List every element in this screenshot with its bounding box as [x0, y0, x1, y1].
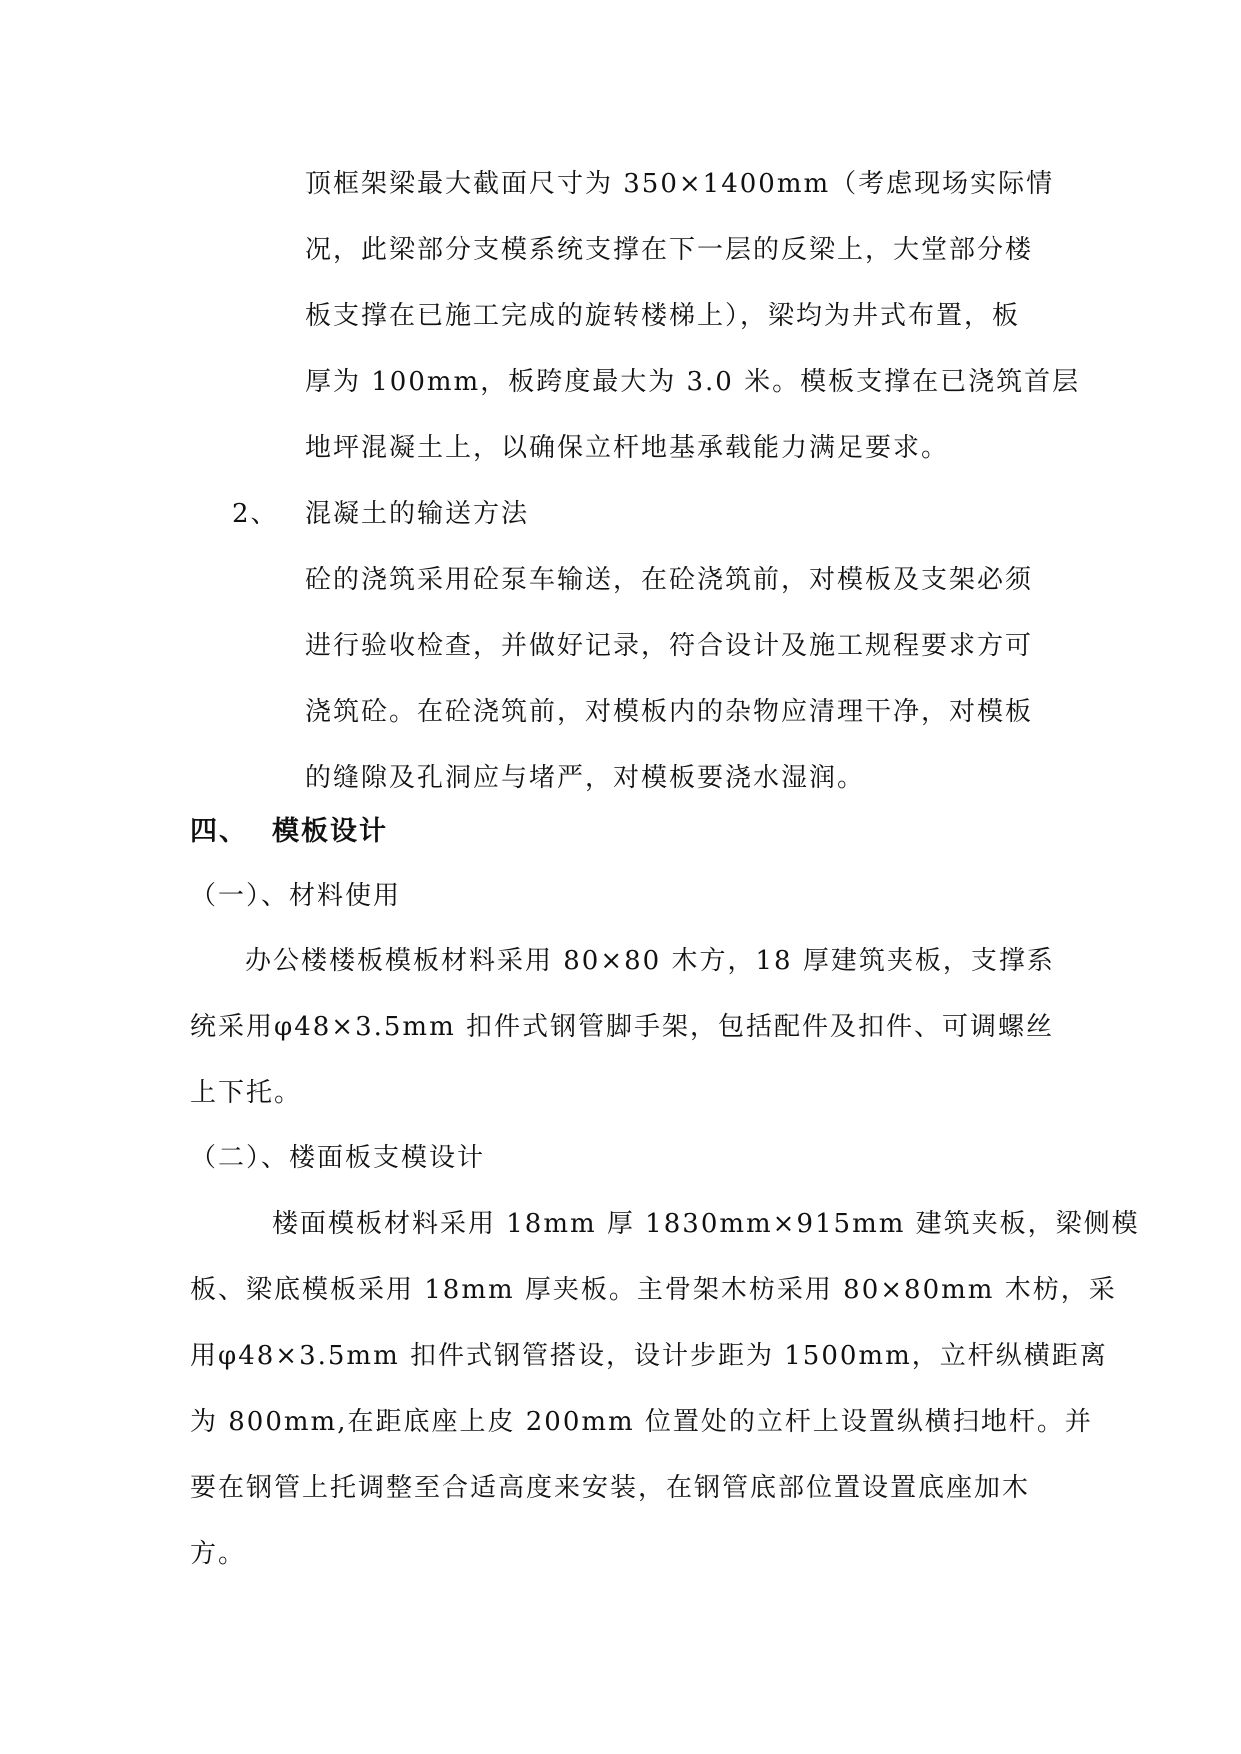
- subsection-title: （一）、材料使用: [190, 881, 402, 911]
- subsection-title: （二）、楼面板支模设计: [190, 1143, 486, 1173]
- section-title: 模板设计: [272, 816, 388, 847]
- text-line: 顶框架梁最大截面尺寸为 350×1400mm（考虑现场实际情: [305, 169, 1055, 199]
- text-line: 上下托。: [190, 1078, 303, 1108]
- text-line: 用φ48×3.5mm 扣件式钢管搭设，设计步距为 1500mm，立杆纵横距离: [190, 1341, 1108, 1371]
- text-line: 板支撑在已施工完成的旋转楼梯上），梁均为井式布置，板: [305, 301, 1021, 331]
- text-line: 要在钢管上托调整至合适高度来安装，在钢管底部位置设置底座加木: [190, 1473, 1031, 1503]
- text-line: 办公楼楼板模板材料采用 80×80 木方，18 厚建筑夹板，支撑系: [245, 946, 1055, 976]
- section-number: 四、: [190, 816, 248, 847]
- text-line: 统采用φ48×3.5mm 扣件式钢管脚手架，包括配件及扣件、可调螺丝: [190, 1012, 1054, 1042]
- text-line: 进行验收检查，并做好记录，符合设计及施工规程要求方可: [305, 631, 1034, 661]
- text-line: 方。: [190, 1539, 247, 1569]
- text-line: 板、梁底模板采用 18mm 厚夹板。主骨架木枋采用 80×80mm 木枋，采: [190, 1275, 1117, 1305]
- text-line: 厚为 100mm，板跨度最大为 3.0 米。模板支撑在已浇筑首层: [305, 367, 1081, 397]
- text-line: 浇筑砼。在砼浇筑前，对模板内的杂物应清理干净，对模板: [305, 697, 1034, 727]
- text-line: 砼的浇筑采用砼泵车输送，在砼浇筑前，对模板及支架必须: [305, 565, 1034, 595]
- text-line: 的缝隙及孔洞应与堵严，对模板要浇水湿润。: [305, 763, 866, 793]
- text-line: 为 800mm,在距底座上皮 200mm 位置处的立杆上设置纵横扫地杆。并: [190, 1407, 1093, 1437]
- item-title: 混凝土的输送方法: [305, 499, 530, 529]
- text-line: 地坪混凝土上，以确保立杆地基承载能力满足要求。: [305, 433, 950, 463]
- text-line: 况，此梁部分支模系统支撑在下一层的反梁上，大堂部分楼: [305, 235, 1034, 265]
- item-number: 2、: [232, 499, 279, 529]
- text-line: 楼面模板材料采用 18mm 厚 1830mm×915mm 建筑夹板，梁侧模: [272, 1209, 1140, 1239]
